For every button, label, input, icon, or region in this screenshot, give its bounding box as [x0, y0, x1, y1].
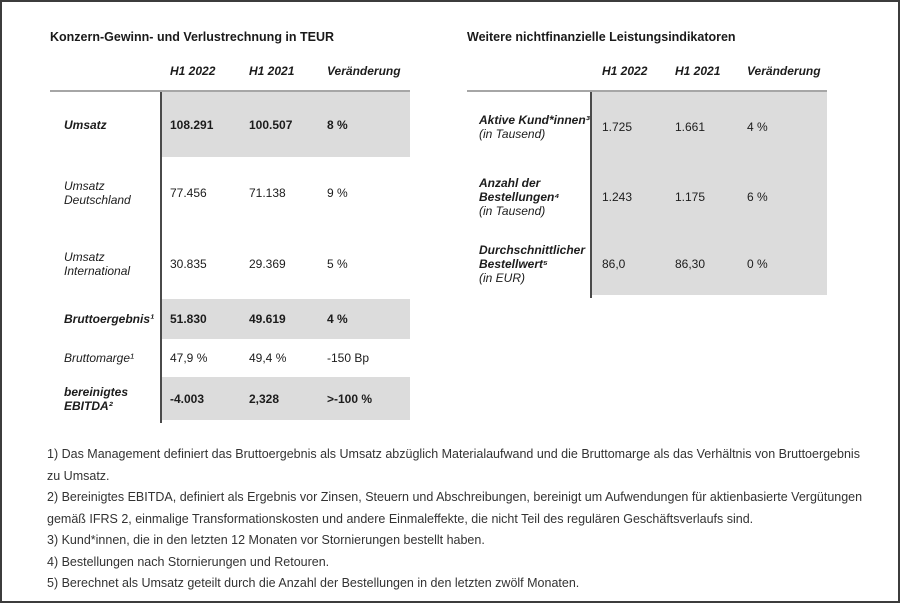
cell-h1-2021: 1.661 [675, 120, 706, 134]
row-label-text: bereinigtes EBITDA² [64, 384, 129, 413]
row-label-text: Aktive Kund*innen³ [479, 113, 590, 127]
row-label [467, 232, 590, 295]
cell-h1-2021: 86,30 [675, 256, 706, 271]
row-label [50, 228, 160, 299]
row-label-text: Umsatz International [64, 249, 131, 278]
row-aktive-kundinnen [467, 92, 827, 162]
row-umsatz [50, 92, 410, 157]
row-anzahl-bestellungen [467, 162, 827, 232]
kpi-table-title: Weitere nichtfinanzielle Leistungsindikatoren [467, 30, 736, 44]
row-label-text: Bruttomarge¹ [64, 351, 135, 365]
row-durchschnittlicher-bestellwert [467, 232, 827, 295]
cell-h1-2022: 47,9 % [170, 351, 208, 365]
cell-h1-2021: 71.138 [249, 185, 286, 200]
row-label-unit: (in Tausend) [479, 204, 546, 218]
cell-h1-2022: 77.456 [170, 185, 207, 200]
pnl-table [50, 30, 410, 420]
row-label-text: Umsatz Deutschland [64, 178, 131, 207]
kpi-column-header-h1-2021: H1 2021 [675, 64, 721, 78]
row-label-unit: (in EUR) [479, 270, 526, 285]
kpi-table-body [467, 90, 827, 295]
row-values [160, 157, 410, 228]
pnl-table-title: Konzern-Gewinn- und Verlustrechnung in TEUR [50, 30, 335, 44]
cell-h1-2022: -4.003 [170, 391, 205, 406]
cell-veraenderung: 0 % [747, 256, 768, 271]
footnotes-section [47, 444, 865, 595]
row-label [50, 157, 160, 228]
footnote-3: 3) Kund*innen, die in den letzten 12 Monaten vor Stornierungen bestellt haben. [47, 533, 485, 547]
row-values [160, 339, 410, 377]
row-values [590, 162, 827, 232]
kpi-table [467, 30, 827, 295]
cell-h1-2021: 2,328 [249, 391, 280, 406]
cell-veraenderung: 8 % [327, 117, 348, 132]
row-label [50, 377, 160, 420]
cell-veraenderung: -150 Bp [327, 351, 370, 365]
cell-h1-2021: 100.507 [249, 117, 293, 132]
row-values [160, 228, 410, 299]
pnl-table-body [50, 90, 410, 420]
row-label-unit: (in Tausend) [479, 127, 546, 141]
row-label [50, 92, 160, 157]
cell-veraenderung: 4 % [327, 312, 348, 326]
footnote-5: 5) Berechnet als Umsatz geteilt durch die Anzahl der Bestellungen in den letzten zwölf Monaten. [47, 576, 580, 590]
row-values [590, 92, 827, 162]
cell-veraenderung: 9 % [327, 185, 348, 200]
pnl-table-header-row [50, 46, 410, 90]
cell-h1-2021: 49.619 [249, 312, 286, 326]
footnote-2: 2) Bereinigtes EBITDA, definiert als Ergebnis vor Zinsen, Steuern und Abschreibungen, bereinigt um Aufwendungen für aktienbasierte Vergütungen gemäß IFRS 2, einmalige Transformationskosten und andere Einmaleffekte, die nicht Teil des regulären Geschäftsverlaufs sind. [47, 490, 863, 526]
row-umsatz-deutschland [50, 157, 410, 228]
cell-h1-2022: 1.243 [602, 190, 633, 204]
row-bruttoergebnis [50, 299, 410, 339]
kpi-column-header-h1-2022: H1 2022 [602, 64, 648, 78]
row-label [50, 339, 160, 377]
pnl-column-header-h1-2022: H1 2022 [170, 64, 216, 78]
pnl-column-header-veraenderung: Veränderung [327, 64, 401, 78]
cell-h1-2021: 1.175 [675, 190, 706, 204]
kpi-table-header-row [467, 46, 827, 90]
pnl-column-header-h1-2021: H1 2021 [249, 64, 295, 78]
row-values [160, 377, 410, 420]
row-label-text: Umsatz [64, 117, 107, 132]
cell-h1-2021: 49,4 % [249, 351, 287, 365]
cell-h1-2021: 29.369 [249, 256, 286, 271]
row-label [467, 162, 590, 232]
row-label-text: Bruttoergebnis¹ [64, 312, 154, 326]
kpi-column-header-veraenderung: Veränderung [747, 64, 821, 78]
row-umsatz-international [50, 228, 410, 299]
row-bruttomarge [50, 339, 410, 377]
footnote-1: 1) Das Management definiert das Bruttoergebnis als Umsatz abzüglich Materialaufwand und die Bruttomarge als das Verhältnis von Bruttoergebnis zu Umsatz. [47, 447, 860, 483]
row-bereinigtes-ebitda [50, 377, 410, 420]
row-label [50, 299, 160, 339]
cell-h1-2022: 51.830 [170, 312, 207, 326]
cell-h1-2022: 30.835 [170, 256, 207, 271]
row-label-text: Durchschnittlicher Bestellwert⁵ [479, 242, 586, 271]
cell-h1-2022: 86,0 [602, 256, 626, 271]
cell-veraenderung: >-100 % [327, 391, 373, 406]
cell-veraenderung: 4 % [747, 120, 768, 134]
cell-veraenderung: 5 % [327, 256, 348, 271]
row-label-text: Anzahl der Bestellungen⁴ [479, 176, 560, 204]
row-values [590, 232, 827, 295]
cell-veraenderung: 6 % [747, 190, 768, 204]
cell-h1-2022: 1.725 [602, 120, 633, 134]
row-label [467, 92, 590, 162]
cell-h1-2022: 108.291 [170, 117, 214, 132]
row-values [160, 92, 410, 157]
footnote-4: 4) Bestellungen nach Stornierungen und Retouren. [47, 554, 330, 569]
row-values [160, 299, 410, 339]
